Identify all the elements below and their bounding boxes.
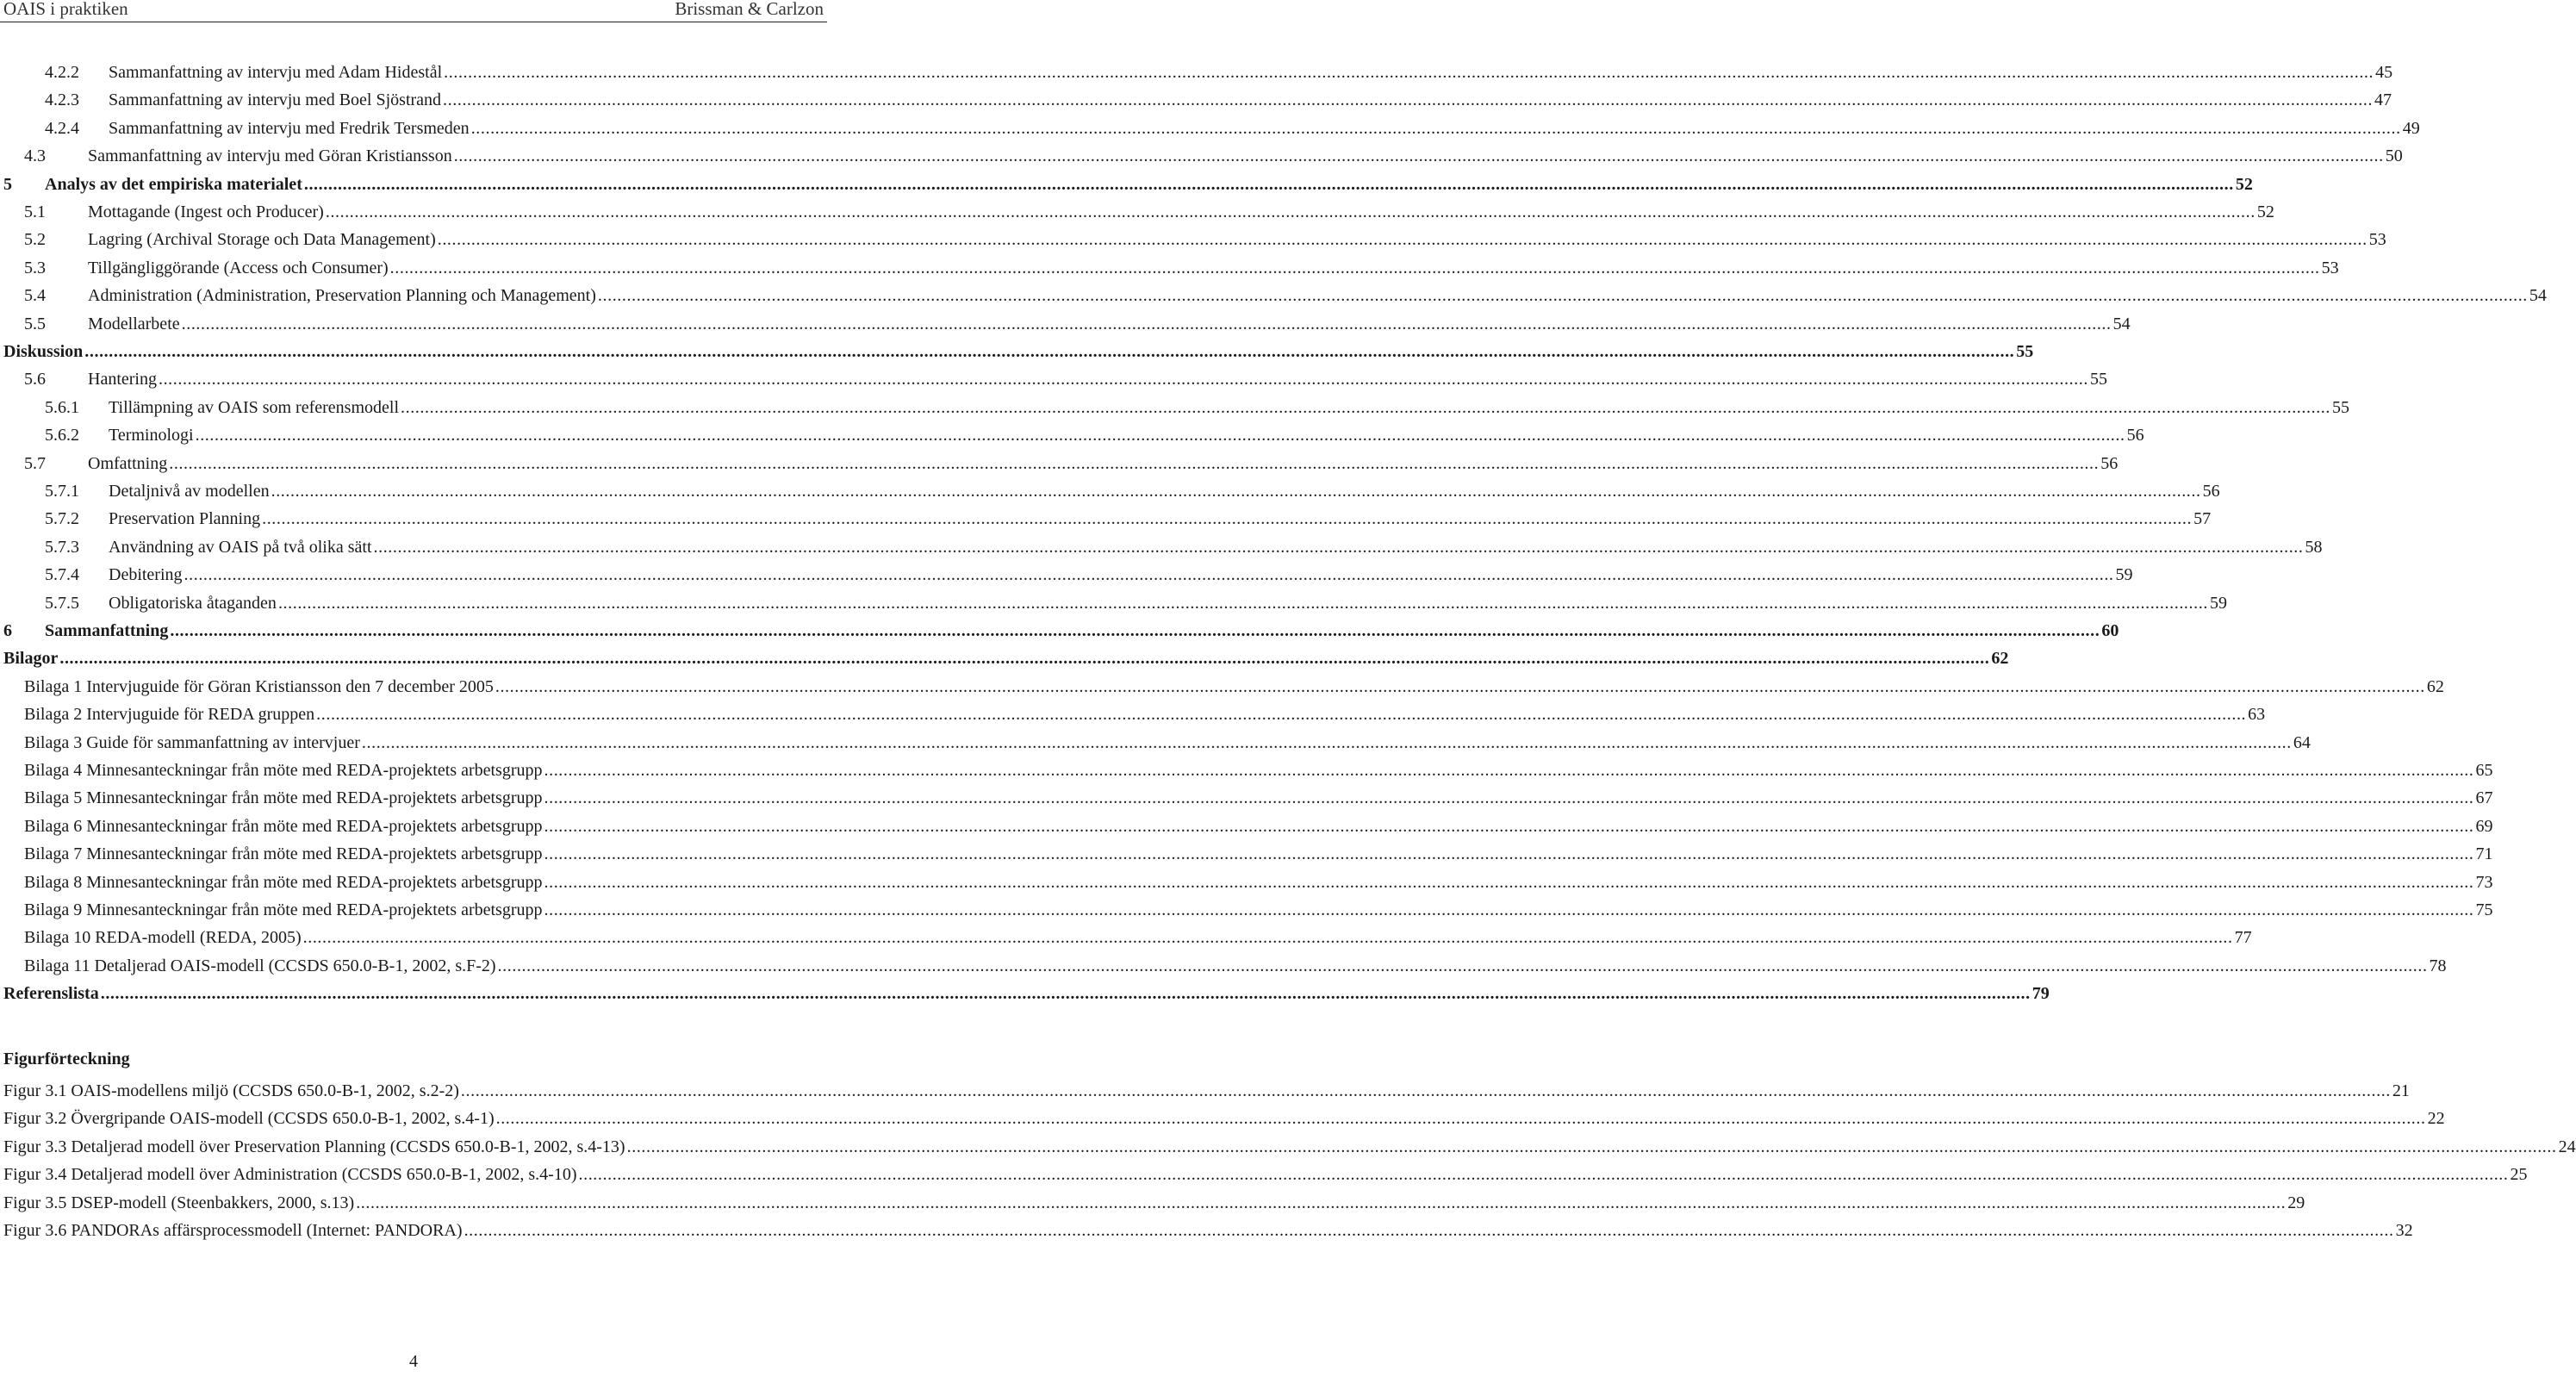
entry-page: 77 bbox=[2234, 928, 2252, 948]
dot-leader: ................................................................................................................................................................................................................................................................................................................................................................................................................ bbox=[271, 482, 2201, 501]
header-authors: Brissman & Carlzon bbox=[675, 0, 824, 19]
toc-entry[interactable] bbox=[0, 396, 2350, 420]
dot-leader: ................................................................................................................................................................................................................................................................................................................................................................................................................ bbox=[170, 621, 2100, 640]
dot-leader: ................................................................................................................................................................................................................................................................................................................................................................................................................ bbox=[277, 593, 2208, 613]
entry-number: 4.2.3 bbox=[45, 90, 79, 110]
entry-number: 5.1 bbox=[24, 202, 46, 221]
dot-leader: ................................................................................................................................................................................................................................................................................................................................................................................................................ bbox=[316, 705, 2247, 725]
entry-number: 6 bbox=[3, 621, 12, 640]
toc-entry[interactable] bbox=[0, 842, 2493, 866]
entry-title: Figur 3.4 Detaljerad modell över Administration (CCSDS 650.0-B-1, 2002, s.4-10) bbox=[3, 1165, 577, 1185]
entry-page: 63 bbox=[2248, 705, 2266, 725]
entry-page: 75 bbox=[2475, 900, 2493, 919]
entry-page: 29 bbox=[2287, 1193, 2305, 1212]
entry-title: Bilaga 1 Intervjuguide för Göran Kristiansson den 7 december 2005 bbox=[24, 676, 494, 696]
entry-number: 5.6.1 bbox=[45, 397, 79, 417]
toc-entry[interactable] bbox=[0, 563, 2133, 587]
dot-leader: ................................................................................................................................................................................................................................................................................................................................................................................................................ bbox=[460, 1081, 2391, 1100]
toc-entry[interactable] bbox=[0, 535, 2323, 559]
dot-leader: ................................................................................................................................................................................................................................................................................................................................................................................................................ bbox=[262, 509, 2193, 529]
entry-page: 50 bbox=[2385, 146, 2403, 166]
entry-number: 5.3 bbox=[24, 258, 46, 277]
entry-title: Tillgängliggörande (Access och Consumer) bbox=[88, 258, 389, 277]
entry-page: 73 bbox=[2475, 872, 2493, 892]
entry-number: 5.7.2 bbox=[45, 509, 79, 529]
entry-page: 45 bbox=[2375, 63, 2393, 82]
dot-leader: ................................................................................................................................................................................................................................................................................................................................................................................................................ bbox=[373, 537, 2304, 557]
entry-page: 53 bbox=[2368, 230, 2386, 250]
entry-number: 5 bbox=[3, 174, 12, 194]
toc-entry[interactable] bbox=[0, 981, 2050, 1006]
entry-title: Omfattning bbox=[88, 453, 168, 473]
entry-title: Mottagande (Ingest och Producer) bbox=[88, 202, 324, 221]
dot-leader: ................................................................................................................................................................................................................................................................................................................................................................................................................ bbox=[356, 1193, 2287, 1212]
entry-title: Användning av OAIS på två olika sätt bbox=[109, 537, 372, 557]
dot-leader: ................................................................................................................................................................................................................................................................................................................................................................................................................ bbox=[401, 397, 2331, 417]
entry-number: 5.6.2 bbox=[45, 426, 79, 445]
toc-entry[interactable] bbox=[0, 60, 2393, 84]
toc-entry[interactable] bbox=[0, 88, 2392, 112]
toc-entry[interactable] bbox=[0, 479, 2220, 503]
figure-entry[interactable] bbox=[0, 1079, 2410, 1103]
entry-page: 57 bbox=[2193, 509, 2212, 529]
entry-page: 62 bbox=[2426, 676, 2444, 696]
dot-leader: ................................................................................................................................................................................................................................................................................................................................................................................................................ bbox=[361, 732, 2292, 752]
entry-page: 59 bbox=[2209, 593, 2227, 613]
toc-entry[interactable] bbox=[0, 702, 2266, 726]
page-number: 4 bbox=[409, 1352, 418, 1371]
entry-title: Bilaga 8 Minnesanteckningar från möte med REDA-projektets arbetsgrupp bbox=[24, 872, 543, 892]
figure-entry[interactable] bbox=[0, 1106, 2445, 1131]
dot-leader: ................................................................................................................................................................................................................................................................................................................................................................................................................ bbox=[443, 90, 2374, 110]
figures-heading: Figurförteckning bbox=[3, 1050, 130, 1068]
entry-page: 62 bbox=[1991, 649, 2009, 669]
dot-leader: ................................................................................................................................................................................................................................................................................................................................................................................................................ bbox=[325, 202, 2256, 221]
entry-title: Tillämpning av OAIS som referensmodell bbox=[109, 397, 400, 417]
dot-leader: ................................................................................................................................................................................................................................................................................................................................................................................................................ bbox=[470, 118, 2401, 138]
toc-entry[interactable] bbox=[0, 731, 2311, 755]
entry-number: 5.7.1 bbox=[45, 482, 79, 501]
dot-leader: ................................................................................................................................................................................................................................................................................................................................................................................................................ bbox=[544, 844, 2474, 864]
entry-number: 4.2.2 bbox=[45, 63, 79, 82]
toc-entry[interactable] bbox=[0, 340, 2034, 364]
entry-page: 49 bbox=[2402, 118, 2420, 138]
entry-number: 5.7.3 bbox=[45, 537, 79, 557]
figure-entry[interactable] bbox=[0, 1162, 2528, 1187]
toc-entry[interactable] bbox=[0, 507, 2212, 531]
toc-entry[interactable] bbox=[0, 898, 2493, 922]
entry-number: 5.2 bbox=[24, 230, 46, 250]
toc-entry[interactable] bbox=[0, 116, 2420, 140]
entry-page: 78 bbox=[2429, 956, 2447, 975]
toc-entry[interactable] bbox=[0, 925, 2252, 950]
header-title: OAIS i praktiken bbox=[3, 0, 128, 19]
dot-leader: ................................................................................................................................................................................................................................................................................................................................................................................................................ bbox=[389, 258, 2320, 277]
entry-page: 52 bbox=[2256, 202, 2274, 221]
dot-leader: ................................................................................................................................................................................................................................................................................................................................................................................................................ bbox=[195, 426, 2125, 445]
entry-page: 21 bbox=[2392, 1081, 2410, 1100]
entry-title: Bilagor bbox=[3, 649, 59, 669]
entry-page: 22 bbox=[2427, 1109, 2445, 1129]
toc-entry[interactable] bbox=[0, 954, 2447, 978]
page-header bbox=[0, 0, 827, 22]
entry-title: Figur 3.6 PANDORAs affärsprocessmodell (Internet: PANDORA) bbox=[3, 1221, 463, 1240]
dot-leader: ................................................................................................................................................................................................................................................................................................................................................................................................................ bbox=[626, 1137, 2557, 1156]
entry-page: 54 bbox=[2529, 286, 2547, 306]
entry-title: Bilaga 10 REDA-modell (REDA, 2005) bbox=[24, 928, 302, 948]
entry-page: 56 bbox=[2202, 482, 2220, 501]
entry-page: 67 bbox=[2475, 788, 2493, 808]
entry-number: 5.7 bbox=[24, 453, 46, 473]
dot-leader: ................................................................................................................................................................................................................................................................................................................................................................................................................ bbox=[464, 1221, 2394, 1240]
dot-leader: ................................................................................................................................................................................................................................................................................................................................................................................................................ bbox=[303, 174, 2234, 194]
dot-leader: ................................................................................................................................................................................................................................................................................................................................................................................................................ bbox=[544, 761, 2474, 780]
entry-number: 5.4 bbox=[24, 286, 46, 306]
entry-page: 56 bbox=[2100, 453, 2119, 473]
dot-leader: ................................................................................................................................................................................................................................................................................................................................................................................................................ bbox=[84, 342, 2015, 361]
toc-entry[interactable] bbox=[0, 675, 2444, 699]
entry-page: 79 bbox=[2032, 984, 2050, 1004]
entry-title: Figur 3.1 OAIS-modellens miljö (CCSDS 650.0-B-1, 2002, s.2-2) bbox=[3, 1081, 459, 1100]
dot-leader: ................................................................................................................................................................................................................................................................................................................................................................................................................ bbox=[544, 900, 2474, 919]
entry-title: Sammanfattning av intervju med Boel Sjöstrand bbox=[109, 90, 442, 110]
entry-title: Terminologi bbox=[109, 426, 194, 445]
dot-leader: ................................................................................................................................................................................................................................................................................................................................................................................................................ bbox=[578, 1165, 2509, 1185]
entry-page: 47 bbox=[2374, 90, 2392, 110]
entry-page: 24 bbox=[2558, 1137, 2576, 1156]
entry-title: Debitering bbox=[109, 565, 183, 585]
entry-title: Figur 3.5 DSEP-modell (Steenbakkers, 2000, s.13) bbox=[3, 1193, 355, 1212]
entry-title: Bilaga 9 Minnesanteckningar från möte med REDA-projektets arbetsgrupp bbox=[24, 900, 543, 919]
entry-title: Hantering bbox=[88, 370, 157, 389]
dot-leader: ................................................................................................................................................................................................................................................................................................................................................................................................................ bbox=[453, 146, 2384, 166]
dot-leader: ................................................................................................................................................................................................................................................................................................................................................................................................................ bbox=[444, 63, 2374, 82]
entry-page: 65 bbox=[2475, 761, 2493, 780]
dot-leader: ................................................................................................................................................................................................................................................................................................................................................................................................................ bbox=[302, 928, 2233, 948]
entry-number: 5.7.4 bbox=[45, 565, 79, 585]
entry-title: Sammanfattning av intervju med Göran Kristiansson bbox=[88, 146, 452, 166]
entry-page: 64 bbox=[2293, 732, 2311, 752]
entry-title: Referenslista bbox=[3, 984, 99, 1004]
entry-page: 56 bbox=[2126, 426, 2144, 445]
dot-leader: ................................................................................................................................................................................................................................................................................................................................................................................................................ bbox=[59, 649, 1990, 669]
entry-page: 52 bbox=[2235, 174, 2253, 194]
entry-title: Preservation Planning bbox=[109, 509, 261, 529]
entry-title: Sammanfattning av intervju med Adam Hidestål bbox=[109, 63, 443, 82]
entry-title: Lagring (Archival Storage och Data Management) bbox=[88, 230, 436, 250]
entry-title: Bilaga 7 Minnesanteckningar från möte med REDA-projektets arbetsgrupp bbox=[24, 844, 543, 864]
entry-title: Figur 3.2 Övergripande OAIS-modell (CCSDS 650.0-B-1, 2002, s.4-1) bbox=[3, 1109, 495, 1129]
dot-leader: ................................................................................................................................................................................................................................................................................................................................................................................................................ bbox=[497, 956, 2428, 975]
toc-entry[interactable] bbox=[0, 814, 2493, 838]
entry-title: Bilaga 6 Minnesanteckningar från möte med REDA-projektets arbetsgrupp bbox=[24, 816, 543, 836]
entry-number: 4.3 bbox=[24, 146, 46, 166]
figure-entry[interactable] bbox=[0, 1135, 2576, 1159]
figure-entry[interactable] bbox=[0, 1218, 2413, 1243]
dot-leader: ................................................................................................................................................................................................................................................................................................................................................................................................................ bbox=[544, 872, 2474, 892]
entry-number: 5.7.5 bbox=[45, 593, 79, 613]
dot-leader: ................................................................................................................................................................................................................................................................................................................................................................................................................ bbox=[544, 816, 2474, 836]
toc-entry[interactable] bbox=[0, 200, 2274, 224]
entry-page: 32 bbox=[2395, 1221, 2413, 1240]
entry-title: Sammanfattning bbox=[45, 621, 169, 640]
figure-entry[interactable] bbox=[0, 1191, 2305, 1215]
entry-number: 5.5 bbox=[24, 314, 46, 333]
toc-entry[interactable] bbox=[0, 283, 2547, 308]
entry-number: 5.6 bbox=[24, 370, 46, 389]
entry-title: Bilaga 5 Minnesanteckningar från möte med REDA-projektets arbetsgrupp bbox=[24, 788, 543, 808]
toc-entry[interactable] bbox=[0, 312, 2131, 336]
toc-entry[interactable] bbox=[0, 172, 2253, 196]
dot-leader: ................................................................................................................................................................................................................................................................................................................................................................................................................ bbox=[100, 984, 2031, 1004]
entry-page: 55 bbox=[2089, 370, 2107, 389]
toc-entry[interactable] bbox=[0, 227, 2386, 252]
entry-page: 54 bbox=[2112, 314, 2131, 333]
entry-title: Bilaga 2 Intervjuguide för REDA gruppen bbox=[24, 705, 315, 725]
entry-title: Obligatoriska åtaganden bbox=[109, 593, 277, 613]
toc-entry[interactable] bbox=[0, 646, 2009, 670]
toc-entry[interactable] bbox=[0, 256, 2339, 280]
dot-leader: ................................................................................................................................................................................................................................................................................................................................................................................................................ bbox=[544, 788, 2474, 808]
dot-leader: ................................................................................................................................................................................................................................................................................................................................................................................................................ bbox=[169, 453, 2100, 473]
dot-leader: ................................................................................................................................................................................................................................................................................................................................................................................................................ bbox=[495, 1109, 2426, 1129]
toc-entry[interactable] bbox=[0, 144, 2403, 168]
toc-entry[interactable] bbox=[0, 452, 2119, 476]
entry-page: 25 bbox=[2510, 1165, 2528, 1185]
toc-entry[interactable] bbox=[0, 367, 2107, 391]
entry-number: 4.2.4 bbox=[45, 118, 79, 138]
dot-leader: ................................................................................................................................................................................................................................................................................................................................................................................................................ bbox=[181, 314, 2112, 333]
toc-entry[interactable] bbox=[0, 591, 2227, 615]
entry-page: 69 bbox=[2475, 816, 2493, 836]
entry-title: Modellarbete bbox=[88, 314, 180, 333]
entry-title: Administration (Administration, Preservation Planning och Management) bbox=[88, 286, 596, 306]
dot-leader: ................................................................................................................................................................................................................................................................................................................................................................................................................ bbox=[184, 565, 2114, 585]
entry-page: 55 bbox=[2016, 342, 2034, 361]
entry-title: Detaljnivå av modellen bbox=[109, 482, 270, 501]
toc-entry[interactable] bbox=[0, 619, 2119, 643]
entry-page: 58 bbox=[2305, 537, 2323, 557]
entry-title: Figur 3.3 Detaljerad modell över Preservation Planning (CCSDS 650.0-B-1, 2002, s.4-13) bbox=[3, 1137, 625, 1156]
toc-entry[interactable] bbox=[0, 758, 2493, 782]
entry-page: 60 bbox=[2101, 621, 2119, 640]
entry-title: Bilaga 3 Guide för sammanfattning av intervjuer bbox=[24, 732, 360, 752]
entry-page: 53 bbox=[2321, 258, 2339, 277]
toc-entry[interactable] bbox=[0, 423, 2144, 447]
entry-title: Bilaga 11 Detaljerad OAIS-modell (CCSDS 650.0-B-1, 2002, s.F-2) bbox=[24, 956, 496, 975]
entry-page: 59 bbox=[2115, 565, 2133, 585]
entry-page: 55 bbox=[2332, 397, 2350, 417]
entry-page: 71 bbox=[2475, 844, 2493, 864]
dot-leader: ................................................................................................................................................................................................................................................................................................................................................................................................................ bbox=[158, 370, 2088, 389]
entry-title: Analys av det empiriska materialet bbox=[45, 174, 302, 194]
dot-leader: ................................................................................................................................................................................................................................................................................................................................................................................................................ bbox=[597, 286, 2528, 306]
dot-leader: ................................................................................................................................................................................................................................................................................................................................................................................................................ bbox=[495, 676, 2425, 696]
entry-title: Diskussion bbox=[3, 342, 84, 361]
toc-entry[interactable] bbox=[0, 786, 2493, 810]
entry-title: Bilaga 4 Minnesanteckningar från möte med REDA-projektets arbetsgrupp bbox=[24, 761, 543, 780]
toc-entry[interactable] bbox=[0, 870, 2493, 894]
entry-title: Sammanfattning av intervju med Fredrik Tersmeden bbox=[109, 118, 470, 138]
dot-leader: ................................................................................................................................................................................................................................................................................................................................................................................................................ bbox=[437, 230, 2368, 250]
